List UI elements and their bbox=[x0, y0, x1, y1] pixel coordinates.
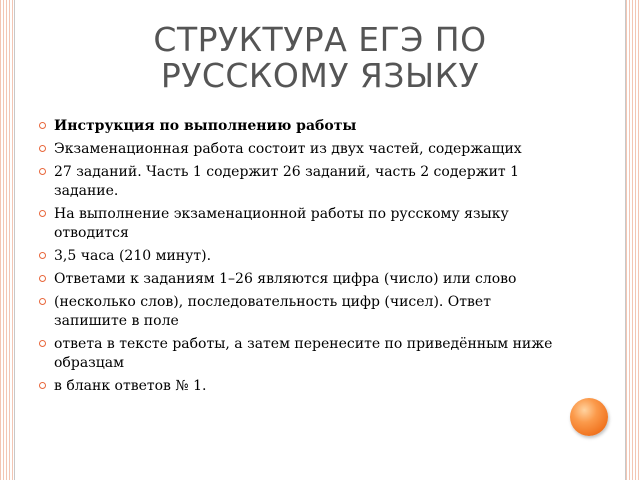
bullet-text: На выполнение экзаменационной работы по русскому языку отводится bbox=[54, 206, 509, 241]
bullet-item bbox=[38, 163, 568, 201]
bullet-circle-icon bbox=[39, 382, 46, 389]
bullet-item bbox=[38, 205, 568, 243]
bullet-item bbox=[38, 270, 568, 289]
bullet-item bbox=[38, 117, 568, 136]
bullet-circle-icon bbox=[39, 168, 46, 175]
bullet-text: в бланк ответов № 1. bbox=[54, 378, 207, 394]
bullet-text: Ответами к заданиям 1–26 являются цифра (число) или слово bbox=[54, 271, 517, 287]
slide-title bbox=[30, 22, 610, 94]
bullet-item bbox=[38, 335, 568, 373]
bullet-text: (несколько слов), последовательность цифр (чисел). Ответ запишите в поле bbox=[54, 294, 491, 329]
bullet-circle-icon bbox=[39, 298, 46, 305]
bullet-item bbox=[38, 140, 568, 159]
bullet-text: 27 заданий. Часть 1 содержит 26 заданий, часть 2 содержит 1 задание. bbox=[54, 164, 520, 199]
right-frame-line bbox=[625, 0, 626, 480]
bullet-circle-icon bbox=[39, 122, 46, 129]
bullet-circle-icon bbox=[39, 210, 46, 217]
bullet-text: 3,5 часа (210 минут). bbox=[54, 248, 212, 264]
left-frame-line bbox=[14, 0, 15, 480]
bullet-circle-icon bbox=[39, 145, 46, 152]
bullet-item bbox=[38, 377, 568, 396]
bullet-circle-icon bbox=[39, 252, 46, 259]
bullet-circle-icon bbox=[39, 275, 46, 282]
right-stripe-border bbox=[626, 0, 640, 480]
left-stripe-border bbox=[0, 0, 14, 480]
bullet-text: ответа в тексте работы, а затем перенесите по приведённым ниже образцам bbox=[54, 336, 553, 371]
bullet-text: Экзаменационная работа состоит из двух частей, содержащих bbox=[54, 141, 522, 157]
bullet-circle-icon bbox=[39, 340, 46, 347]
bullet-item bbox=[38, 247, 568, 266]
decorative-orange-orb-icon bbox=[570, 398, 608, 436]
bullet-text: Инструкция по выполнению работы bbox=[54, 118, 357, 134]
slide-title-line-2: РУССКОМУ ЯЗЫКУ bbox=[160, 56, 480, 95]
bullet-item bbox=[38, 293, 568, 331]
slide-title-line-1: СТРУКТУРА ЕГЭ ПО bbox=[153, 20, 487, 59]
bullet-list bbox=[38, 117, 568, 400]
